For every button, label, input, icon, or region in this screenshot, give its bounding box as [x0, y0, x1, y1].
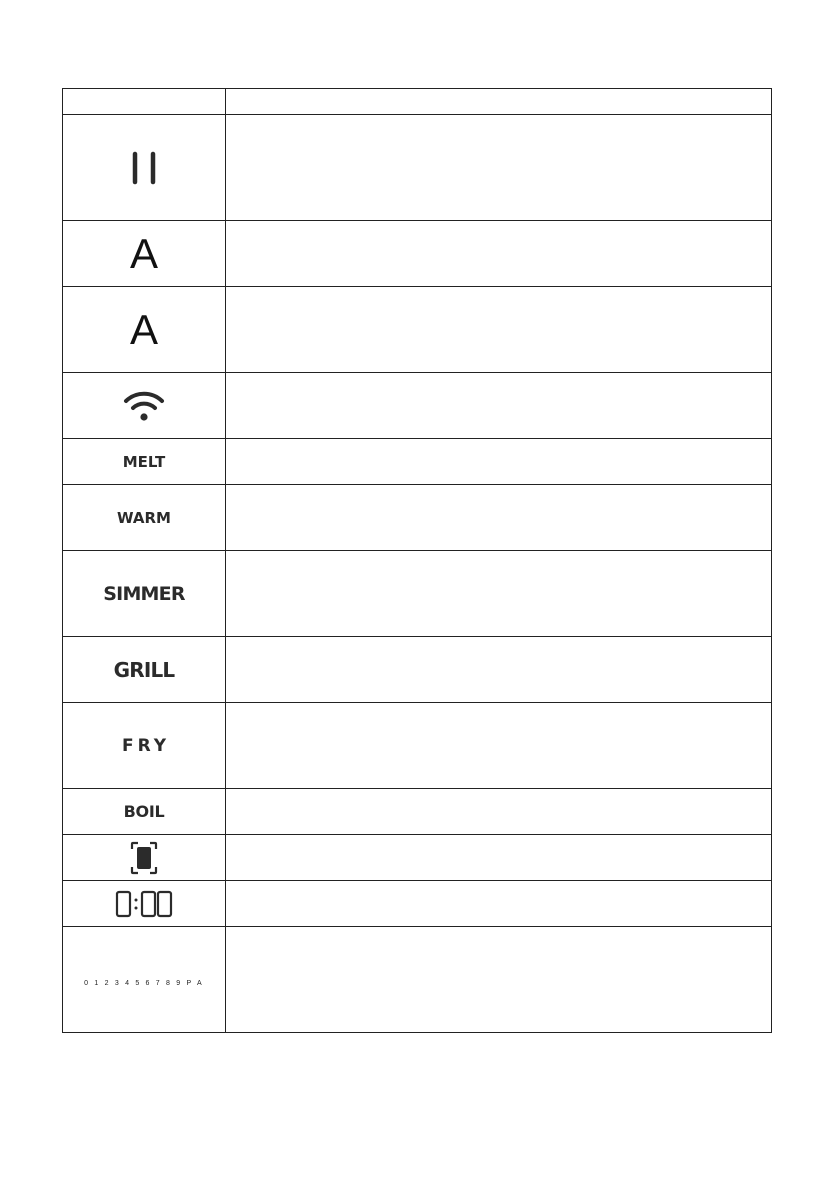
description-cell [226, 789, 772, 835]
table-row [63, 881, 772, 927]
table-row [63, 703, 772, 789]
boil-label: BOIL [123, 802, 165, 821]
header-cell-description [226, 89, 772, 115]
symbol-table [62, 88, 772, 1033]
fry-label: FRY [121, 735, 171, 756]
description-cell [226, 485, 772, 551]
level-scale-label: 0 1 2 3 4 5 6 7 8 9 P A [84, 980, 204, 987]
symbol-cell [63, 637, 226, 703]
symbol-cell [63, 373, 226, 439]
description-cell [226, 881, 772, 927]
table-row [63, 927, 772, 1033]
table-row [63, 287, 772, 373]
wifi-icon [123, 390, 165, 422]
simmer-label: SIMMER [103, 582, 185, 605]
table-row [63, 221, 772, 287]
pause-icon [129, 151, 159, 185]
symbol-cell [63, 835, 226, 881]
description-cell [226, 373, 772, 439]
symbol-cell [63, 551, 226, 637]
description-cell [226, 551, 772, 637]
warm-label: WARM [117, 509, 171, 527]
a-letter-icon: A [129, 229, 158, 277]
symbol-cell [63, 485, 226, 551]
symbol-cell [63, 115, 226, 221]
description-cell [226, 221, 772, 287]
melt-label: MELT [122, 453, 166, 471]
symbol-cell [63, 439, 226, 485]
table-row [63, 789, 772, 835]
table-row [63, 115, 772, 221]
symbol-cell [63, 221, 226, 287]
table-row [63, 439, 772, 485]
a-letter-icon: A [129, 305, 158, 353]
table-row [63, 835, 772, 881]
timer-display-icon [115, 889, 173, 919]
description-cell [226, 115, 772, 221]
description-cell [226, 703, 772, 789]
description-cell [226, 439, 772, 485]
header-cell-symbol [63, 89, 226, 115]
table-row [63, 551, 772, 637]
description-cell [226, 835, 772, 881]
table-row [63, 373, 772, 439]
symbol-cell [63, 287, 226, 373]
symbol-cell [63, 927, 226, 1033]
description-cell [226, 637, 772, 703]
symbol-cell [63, 881, 226, 927]
table-header-row [63, 89, 772, 115]
pan-detect-icon [130, 841, 158, 875]
description-cell [226, 287, 772, 373]
description-cell [226, 927, 772, 1033]
grill-label: GRILL [113, 657, 175, 682]
table-row [63, 637, 772, 703]
symbol-cell [63, 703, 226, 789]
table-row [63, 485, 772, 551]
symbol-cell [63, 789, 226, 835]
timer-display-text: 0:00 [144, 917, 147, 919]
